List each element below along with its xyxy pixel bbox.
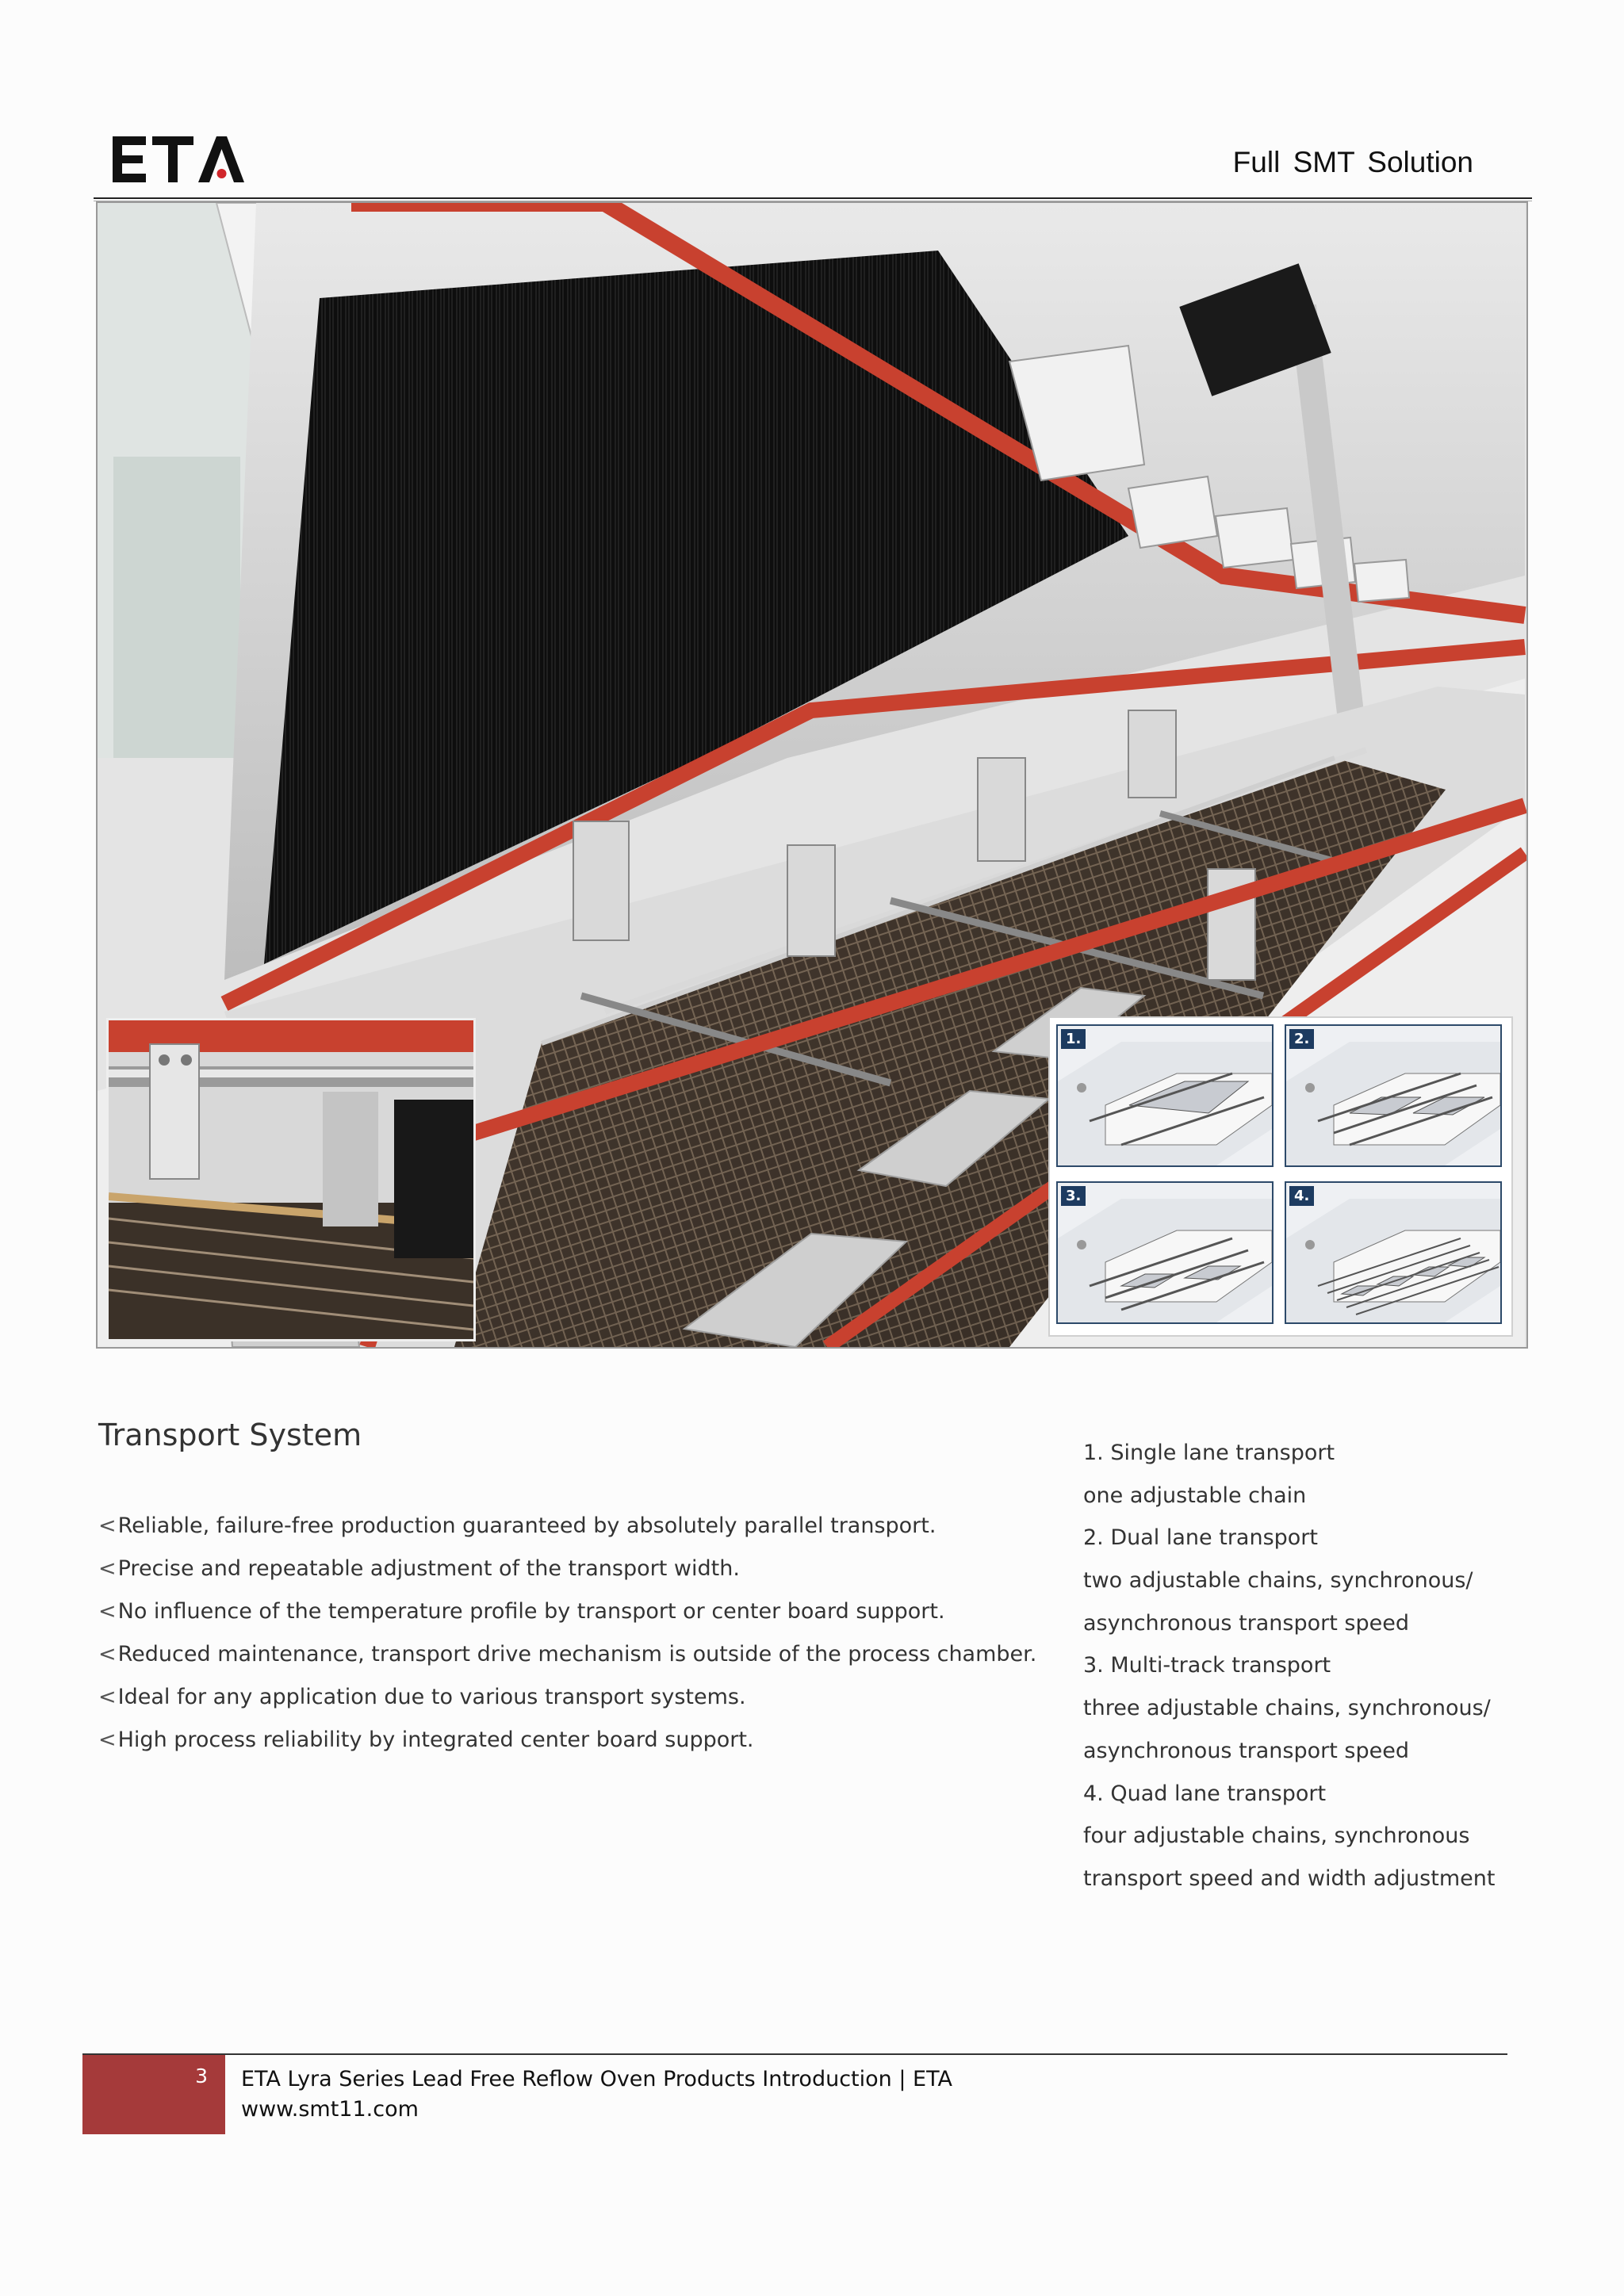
feature-item xyxy=(98,1590,1050,1633)
bullet-icon: < xyxy=(98,1599,117,1624)
diagram-single-lane xyxy=(1056,1024,1274,1167)
feature-text: Reduced maintenance, transport drive mechanism is outside of the process chamber. xyxy=(117,1642,1037,1667)
option-heading-multi-track: 3. Multi-track transport xyxy=(1083,1653,1331,1678)
footer-text xyxy=(241,2064,952,2125)
option-desc: transport speed and width adjustment xyxy=(1083,1866,1496,1891)
footer-website-link[interactable]: www.smt11.com xyxy=(241,2097,419,2122)
diagram-dual-lane xyxy=(1285,1024,1502,1167)
eta-logo xyxy=(111,133,246,186)
option-desc: asynchronous transport speed xyxy=(1083,1738,1409,1763)
diagram-quad-lane xyxy=(1285,1181,1502,1324)
feature-item xyxy=(98,1719,1050,1762)
transport-options-diagram xyxy=(1048,1016,1513,1337)
diagram-label-2: 2. xyxy=(1289,1029,1314,1049)
feature-text: Reliable, failure-free production guaranteed by absolutely parallel transport. xyxy=(117,1513,936,1538)
feature-item xyxy=(98,1633,1050,1676)
feature-item xyxy=(98,1676,1050,1719)
bullet-icon: < xyxy=(98,1556,117,1581)
feature-text: No influence of the temperature profile by transport or center board support. xyxy=(117,1599,945,1624)
diagram-multi-track xyxy=(1056,1181,1274,1324)
diagram-label-3: 3. xyxy=(1061,1186,1086,1206)
option-heading-quad-lane: 4. Quad lane transport xyxy=(1083,1781,1327,1806)
bullet-icon: < xyxy=(98,1685,117,1709)
option-desc: two adjustable chains, synchronous/ xyxy=(1083,1568,1473,1594)
transport-options-list xyxy=(1083,1432,1527,1900)
option-desc: three adjustable chains, synchronous/ xyxy=(1083,1696,1491,1721)
footer-divider xyxy=(82,2053,1507,2055)
option-desc: one adjustable chain xyxy=(1083,1483,1307,1508)
bullet-icon: < xyxy=(98,1728,117,1752)
feature-item xyxy=(98,1505,1050,1548)
option-heading-dual-lane: 2. Dual lane transport xyxy=(1083,1525,1318,1551)
option-desc: asynchronous transport speed xyxy=(1083,1610,1409,1636)
feature-list xyxy=(98,1505,1050,1762)
option-heading-single-lane: 1. Single lane transport xyxy=(1083,1441,1335,1465)
diagram-label-1: 1. xyxy=(1061,1029,1086,1049)
header-divider xyxy=(94,197,1532,199)
transport-detail-inset xyxy=(106,1018,476,1341)
tagline: Full SMT Solution xyxy=(1232,146,1473,178)
diagram-label-4: 4. xyxy=(1289,1186,1314,1206)
feature-text: Ideal for any application due to various transport systems. xyxy=(117,1685,746,1709)
feature-text: Precise and repeatable adjustment of the transport width. xyxy=(117,1556,740,1581)
bullet-icon: < xyxy=(98,1513,117,1538)
footer-title: ETA Lyra Series Lead Free Reflow Oven Products Introduction | ETA xyxy=(241,2067,952,2091)
feature-item xyxy=(98,1548,1050,1590)
page-number: 3 xyxy=(195,2064,208,2087)
feature-text: High process reliability by integrated center board support. xyxy=(117,1728,754,1752)
option-desc: four adjustable chains, synchronous xyxy=(1083,1823,1470,1849)
bullet-icon: < xyxy=(98,1642,117,1667)
section-title: Transport System xyxy=(98,1418,362,1452)
